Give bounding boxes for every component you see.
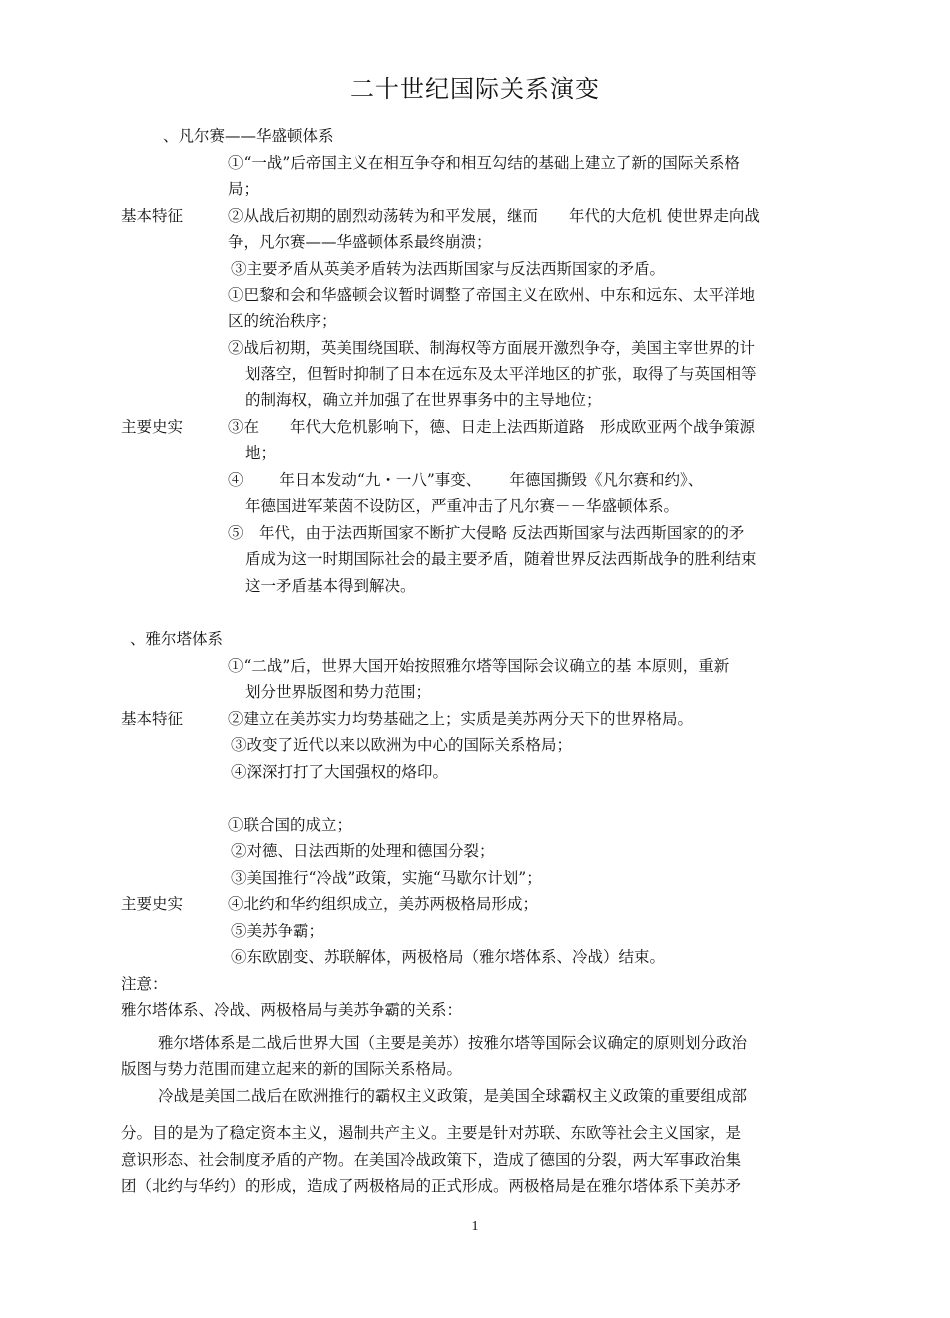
section-heading: 、凡尔赛——华盛顿体系 — [163, 127, 334, 145]
section-heading: 、雅尔塔体系 — [130, 630, 224, 648]
fact-line: ⑥东欧剧变、苏联解体，两极格局（雅尔塔体系、冷战）结束。 — [231, 948, 666, 966]
row-label: 主要史实 — [121, 895, 184, 913]
fact-line: ⑤美苏争霸； — [231, 922, 325, 940]
feature-line: 局； — [228, 180, 260, 198]
feature-line: 争，凡尔赛——华盛顿体系最终崩溃； — [228, 233, 492, 251]
feature-line: 划分世界版图和势力范围； — [245, 683, 432, 701]
fact-line: ②对德、日法西斯的处理和德国分裂； — [231, 842, 495, 860]
paragraph-line: 雅尔塔体系是二战后世界大国（主要是美苏）按雅尔塔等国际会议确定的原则划分政治 — [158, 1034, 748, 1052]
fact-line: ④北约和华约组织成立，美苏两极格局形成； — [228, 895, 539, 913]
fact-line: 年德国进军莱茵不设防区，严重冲击了凡尔赛－－华盛顿体系。 — [245, 497, 680, 515]
fact-line: 盾成为这一时期国际社会的最主要矛盾，随着世界反法西斯战争的胜利结束 — [245, 550, 757, 568]
fact-line: ③美国推行“冷战”政策，实施“马歇尔计划”； — [231, 869, 542, 887]
fact-line: 区的统治秩序； — [228, 312, 337, 330]
note-label: 注意： — [121, 975, 168, 993]
fact-line: ④ 年日本发动“九・一八”事变、 年德国撕毁《凡尔赛和约》、 — [228, 471, 704, 489]
paragraph-line: 分。目的是为了稳定资本主义，遏制共产主义。主要是针对苏联、东欧等社会主义国家，是 — [121, 1124, 742, 1142]
paragraph-line: 冷战是美国二战后在欧洲推行的霸权主义政策，是美国全球霸权主义政策的重要组成部 — [158, 1087, 748, 1105]
row-label: 基本特征 — [121, 710, 184, 728]
fact-line: ②战后初期，英美围绕国联、制海权等方面展开激烈争夺，美国主宰世界的计 — [228, 339, 756, 357]
row-label: 基本特征 — [121, 207, 184, 225]
feature-line: ①“二战”后，世界大国开始按照雅尔塔等国际会议确立的基 本原则，重新 — [228, 657, 730, 675]
feature-line: ②从战后初期的剧烈动荡转为和平发展，继而 年代的大危机 使世界走向战 — [228, 207, 760, 225]
paragraph-line: 版图与势力范围而建立起来的新的国际关系格局。 — [121, 1060, 463, 1078]
row-label: 主要史实 — [121, 418, 184, 436]
feature-line: ④深深打打了大国强权的烙印。 — [231, 763, 449, 781]
fact-line: 地； — [245, 444, 277, 462]
fact-line: 的制海权，确立并加强了在世界事务中的主导地位； — [245, 391, 602, 409]
fact-line: ①巴黎和会和华盛顿会议暂时调整了帝国主义在欧州、中东和远东、太平洋地 — [228, 286, 756, 304]
fact-line: ③在 年代大危机影响下，德、日走上法西斯道路 形成欧亚两个战争策源 — [228, 418, 756, 436]
feature-line: ③主要矛盾从英美矛盾转为法西斯国家与反法西斯国家的矛盾。 — [231, 260, 666, 278]
document-title: 二十世纪国际关系演变 — [350, 75, 600, 103]
fact-line: ⑤ 年代，由于法西斯国家不断扩大侵略 反法西斯国家与法西斯国家的的矛 — [228, 524, 745, 542]
paragraph-line: 意识形态、社会制度矛盾的产物。在美国冷战政策下，造成了德国的分裂，两大军事政治集 — [121, 1151, 742, 1169]
feature-line: ①“一战”后帝国主义在相互争夺和相互勾结的基础上建立了新的国际关系格 — [228, 154, 740, 172]
fact-line: ①联合国的成立； — [228, 816, 353, 834]
paragraph-line: 团（北约与华约）的形成，造成了两极格局的正式形成。两极格局是在雅尔塔体系下美苏矛 — [121, 1177, 742, 1195]
fact-line: 这一矛盾基本得到解决。 — [245, 577, 416, 595]
feature-line: ②建立在美苏实力均势基础之上；实质是美苏两分天下的世界格局。 — [228, 710, 694, 728]
fact-line: 划落空，但暂时抑制了日本在远东及太平洋地区的扩张，取得了与英国相等 — [245, 365, 757, 383]
note-subheading: 雅尔塔体系、冷战、两极格局与美苏争霸的关系： — [121, 1001, 463, 1019]
page-number: 1 — [471, 1219, 479, 1234]
feature-line: ③改变了近代以来以欧洲为中心的国际关系格局； — [231, 736, 573, 754]
